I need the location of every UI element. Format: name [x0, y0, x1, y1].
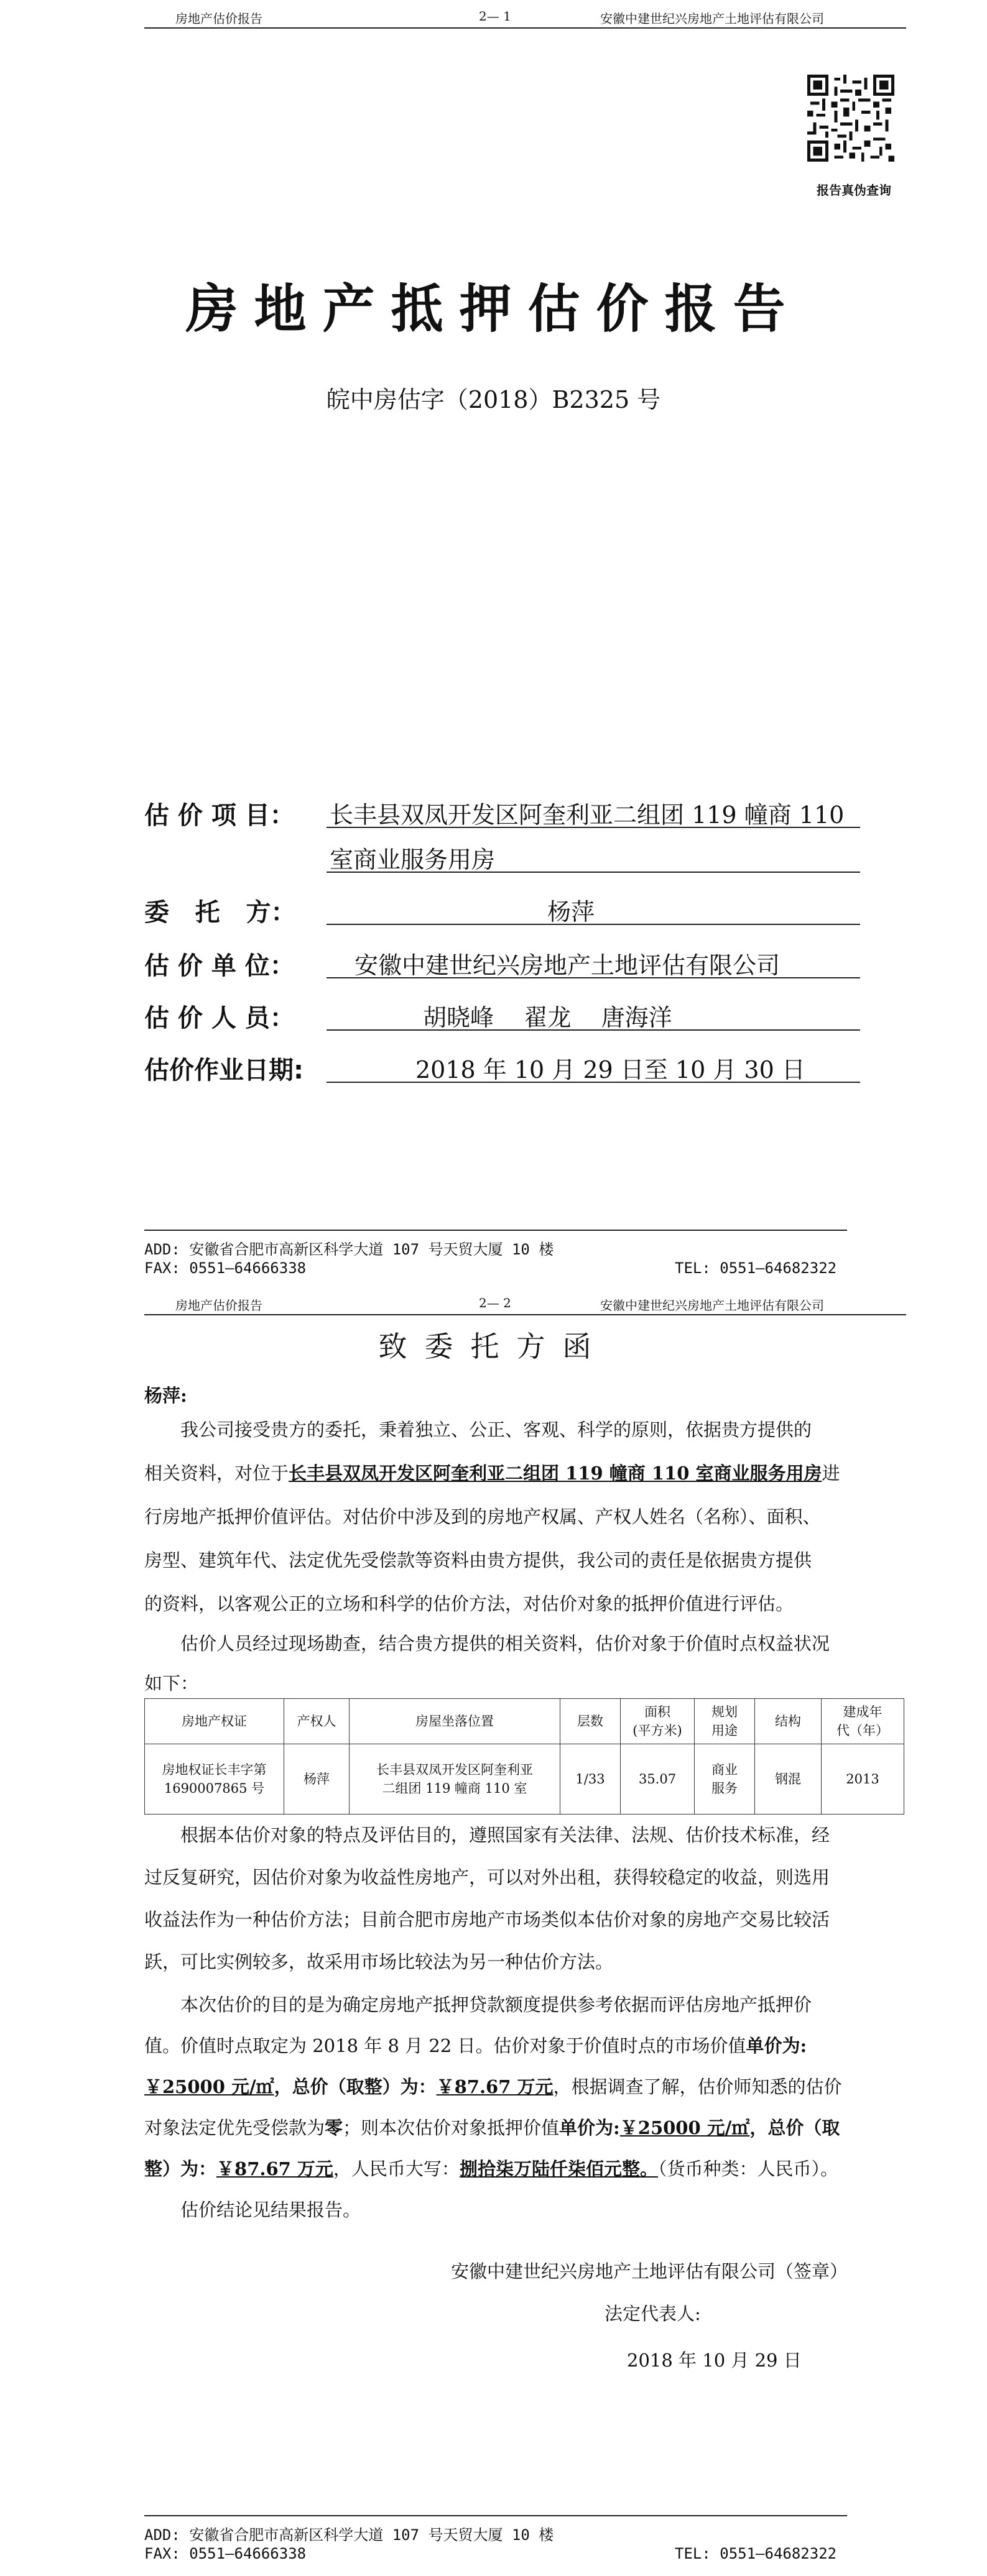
page2-header-rule: [144, 1314, 906, 1315]
paragraph-4: [144, 1984, 903, 2230]
market-unit-price: ￥25000 元/㎡: [144, 2076, 274, 2097]
p1-line-4: 房型、建筑年代、法定优先受偿款等资料由贵方提供，我公司的责任是依据贵方提供: [144, 1550, 812, 1571]
appraisers-value: 胡晓峰 翟龙 唐海洋: [423, 1004, 672, 1031]
salutation: 杨萍:: [144, 1385, 187, 1406]
p4-line-6: 估价结论见结果报告。: [180, 2199, 361, 2220]
table-row: [145, 1744, 904, 1815]
col-header-floors: 层数: [560, 1699, 621, 1744]
report-title: 房地产抵押估价报告: [185, 278, 802, 339]
p4-line-1: 本次估价的目的是为确定房地产抵押贷款额度提供参考依据而评估房地产抵押价: [180, 1994, 812, 2015]
project-underline-2: [327, 872, 860, 873]
p4-line-3d: ，根据调查了解，估价师知悉的估价: [553, 2076, 842, 2097]
date-underline: [327, 1082, 860, 1083]
page1-header-rule: [144, 27, 906, 29]
project-label: 估 价 项 目：: [144, 801, 295, 830]
cell-use: 商业 服务: [695, 1744, 755, 1815]
p4-line-4c: ；则本次估价对象抵押价值: [343, 2117, 560, 2138]
p4-line-4a: 对象法定优先受偿款为: [144, 2117, 325, 2138]
cell-certificate: 房地权证长丰字第 1690007865 号: [145, 1744, 284, 1815]
work-date-value: 2018 年 10 月 29 日至 10 月 30 日: [415, 1056, 805, 1083]
signature-representative: 法定代表人:: [605, 2303, 701, 2324]
amount-in-words: 捌拾柒万陆仟柒佰元整。: [459, 2158, 658, 2179]
p4-line-2a: 值。价值时点取定为 2018 年 8 月 22 日。估价对象于价值时点的市场价值: [144, 2035, 746, 2056]
p2-line-1: 估价人员经过现场勘查，结合贵方提供的相关资料，估价对象于价值时点权益状况: [180, 1633, 830, 1654]
p1-line-3: 行房地产抵押价值评估。对估价中涉及到的房地产权属、产权人姓名（名称）、面积、: [144, 1506, 821, 1527]
col-header-owner: 产权人: [284, 1699, 350, 1744]
page2-footer-address: ADD: 安徽省合肥市高新区科学大道 107 号天贸大厦 10 楼: [144, 2526, 554, 2544]
p4-line-2: [144, 2025, 903, 2066]
page1-footer-address: ADD: 安徽省合肥市高新区科学大道 107 号天贸大厦 10 楼: [144, 1241, 554, 1258]
page1-header-right: 安徽中建世纪兴房地产土地评估有限公司: [600, 11, 824, 26]
page2-header-page: 2— 2: [479, 1295, 511, 1310]
cell-structure: 钢混: [755, 1744, 822, 1815]
appraisers-label: 估 价 人 员：: [144, 1004, 295, 1033]
p1-line-1: 我公司接受贵方的委托，秉着独立、公正、客观、科学的原则，依据贵方提供的: [180, 1419, 812, 1440]
client-underline: [327, 924, 860, 925]
mortgage-total-label-a: ，总价（取: [749, 2117, 840, 2138]
page1-header-page: 2— 1: [479, 9, 511, 24]
market-total-label: ，总价（取整）为：: [274, 2076, 437, 2097]
p4-line-4: [144, 2107, 903, 2148]
property-info-table: [144, 1698, 904, 1815]
cell-floors: 1/33: [560, 1744, 621, 1815]
page2-header-left: 房地产估价报告: [175, 1298, 262, 1313]
mortgage-total-price: ￥87.67 万元: [216, 2158, 333, 2179]
currency-note: （货币种类：人民币）。: [657, 2158, 838, 2179]
project-value-line1: 长丰县双凤开发区阿奎利亚二组团 119 幢商 110: [330, 801, 845, 829]
p4-line-5: [144, 2148, 903, 2189]
p1-line-5: 的资料，以客观公正的立场和科学的估价方法，对估价对象的抵押价值进行评估。: [144, 1593, 794, 1614]
page2-footer-tel: TEL: 0551—64682322: [675, 2545, 837, 2562]
p3-line-4: 跃，可比实例较多，故采用市场比较法为另一种估价方法。: [144, 1951, 614, 1972]
col-header-certificate: 房地产权证: [145, 1699, 284, 1744]
market-total-price: ￥87.67 万元: [436, 2076, 554, 2097]
page2-footer-fax: FAX: 0551—64666338: [144, 2545, 307, 2562]
paragraph-1: [144, 1408, 903, 1626]
cell-owner: 杨萍: [284, 1744, 350, 1815]
p3-line-3: 收益法作为一种估价方法；目前合肥市房地产市场类似本估价对象的房地产交易比较活: [144, 1909, 830, 1930]
letter-title: 致委托方函: [378, 1330, 609, 1363]
p1-line-2: [144, 1451, 903, 1495]
col-header-location: 房屋坐落位置: [350, 1699, 560, 1744]
mortgage-unit-price: ￥25000 元/㎡: [619, 2117, 750, 2138]
page1-header-left: 房地产估价报告: [175, 11, 262, 26]
page1-footer-rule: [144, 1230, 847, 1231]
unit-underline: [327, 977, 860, 978]
client-value: 杨萍: [547, 898, 595, 926]
signature-date: 2018 年 10 月 29 日: [627, 2350, 802, 2371]
page2-footer-rule: [144, 2515, 847, 2516]
appraisal-unit-value: 安徽中建世纪兴房地产土地评估有限公司: [354, 952, 781, 979]
paragraph-3: [144, 1814, 903, 1983]
p1-line-2c: 进: [822, 1463, 840, 1484]
appraisal-unit-label: 估 价 单 位：: [144, 952, 295, 980]
col-header-area: 面积 (平方米): [621, 1699, 695, 1744]
col-header-use: 规划 用途: [695, 1699, 755, 1744]
property-address: 长丰县双凤开发区阿奎利亚二组团 119 幢商 110 室商业服务用房: [289, 1463, 822, 1484]
signature-company: 安徽中建世纪兴房地产土地评估有限公司（签章）: [451, 2261, 848, 2282]
cell-location: 长丰县双凤开发区阿奎利亚 二组团 119 幢商 110 室: [350, 1744, 560, 1815]
qr-verify-label: 报告真伪查询: [817, 183, 891, 198]
qr-code-icon[interactable]: [807, 75, 894, 162]
priority-claim: 零: [325, 2117, 343, 2138]
cell-area: 35.07: [621, 1744, 695, 1815]
col-header-year: 建成年 代（年）: [822, 1699, 904, 1744]
paragraph-2: [144, 1624, 903, 1703]
p3-line-2: 过反复研究，因估价对象为收益性房地产，可以对外出租，获得较稳定的收益，则选用: [144, 1867, 830, 1888]
p4-line-5c: ，人民币大写：: [333, 2158, 460, 2179]
mortgage-unit-label: 单价为:: [559, 2117, 620, 2138]
client-label: 委 托 方：: [144, 898, 296, 927]
col-header-structure: 结构: [755, 1699, 822, 1744]
page1-footer-fax: FAX: 0551—64666338: [144, 1259, 307, 1277]
project-underline-1: [327, 827, 860, 828]
work-date-label: 估价作业日期:: [144, 1056, 304, 1085]
p3-line-1: 根据本估价对象的特点及评估目的，遵照国家有关法律、法规、估价技术标准，经: [180, 1824, 830, 1846]
cell-year: 2013: [822, 1744, 904, 1815]
page1-footer-tel: TEL: 0551—64682322: [675, 1259, 837, 1277]
p2-line-2: 如下：: [144, 1673, 199, 1694]
appraisers-underline: [327, 1029, 860, 1031]
p1-line-2a: 相关资料，对位于: [144, 1463, 289, 1484]
mortgage-total-label-b: 整）为：: [144, 2158, 217, 2179]
p4-line-3: [144, 2066, 903, 2107]
market-unit-label: 单价为:: [746, 2035, 807, 2056]
page2-header-right: 安徽中建世纪兴房地产土地评估有限公司: [600, 1298, 824, 1313]
report-number: 皖中房估字（2018）B2325 号: [326, 386, 661, 413]
table-header-row: [145, 1699, 904, 1744]
project-value-line2: 室商业服务用房: [330, 846, 496, 873]
